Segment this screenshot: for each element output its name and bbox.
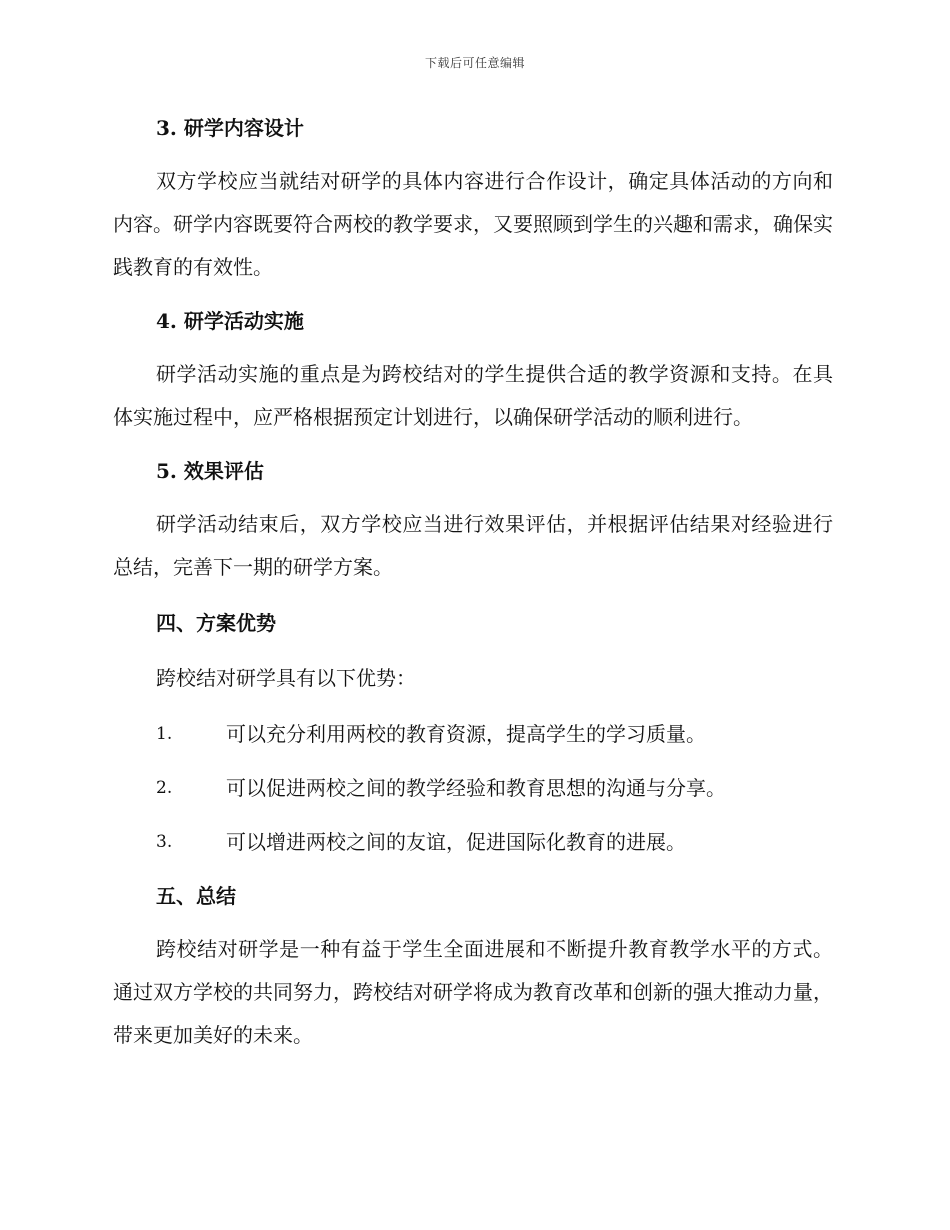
page-header: 下载后可任意编辑 <box>424 56 525 70</box>
advantages-heading: 四、方案优势 <box>156 611 276 635</box>
summary-paragraph: 跨校结对研学是一种有益于学生全面进展和不断提升教育教学水平的方式。通过双方学校的共同努力，跨校结对研学将成为教育改革和创新的强大推动力量，带来更加美好的未来。 <box>113 937 833 1047</box>
section-paragraph-3: 双方学校应当就结对研学的具体内容进行合作设计，确定具体活动的方向和内容。研学内容既要符合两校的教学要求，又要照顾到学生的兴趣和需求，确保实践教育的有效性。 <box>113 169 833 279</box>
list-item-text: 可以促进两校之间的教学经验和教育思想的沟通与分享。 <box>226 776 726 800</box>
list-item <box>113 768 833 808</box>
list-item <box>113 822 833 862</box>
section-heading-3: 3. 研学内容设计 <box>156 116 304 140</box>
advantages-intro: 跨校结对研学具有以下优势： <box>156 666 416 690</box>
list-item-text: 可以增进两校之间的友谊，促进国际化教育的进展。 <box>226 830 686 854</box>
list-item-number: 2. <box>156 778 173 798</box>
section-paragraph-5: 研学活动结束后，双方学校应当进行效果评估，并根据评估结果对经验进行总结，完善下一期的研学方案。 <box>113 512 833 579</box>
list-item-number: 3. <box>156 832 173 852</box>
list-item-number: 1. <box>156 724 173 744</box>
section-heading-4: 4. 研学活动实施 <box>156 309 304 333</box>
document-body <box>113 108 833 1057</box>
section-heading-5: 5. 效果评估 <box>156 459 264 483</box>
section-paragraph-4: 研学活动实施的重点是为跨校结对的学生提供合适的教学资源和支持。在具体实施过程中，应严格根据预定计划进行，以确保研学活动的顺利进行。 <box>113 362 833 429</box>
summary-heading: 五、总结 <box>156 884 236 908</box>
list-item-text: 可以充分利用两校的教育资源，提高学生的学习质量。 <box>226 722 706 746</box>
list-item <box>113 714 833 754</box>
